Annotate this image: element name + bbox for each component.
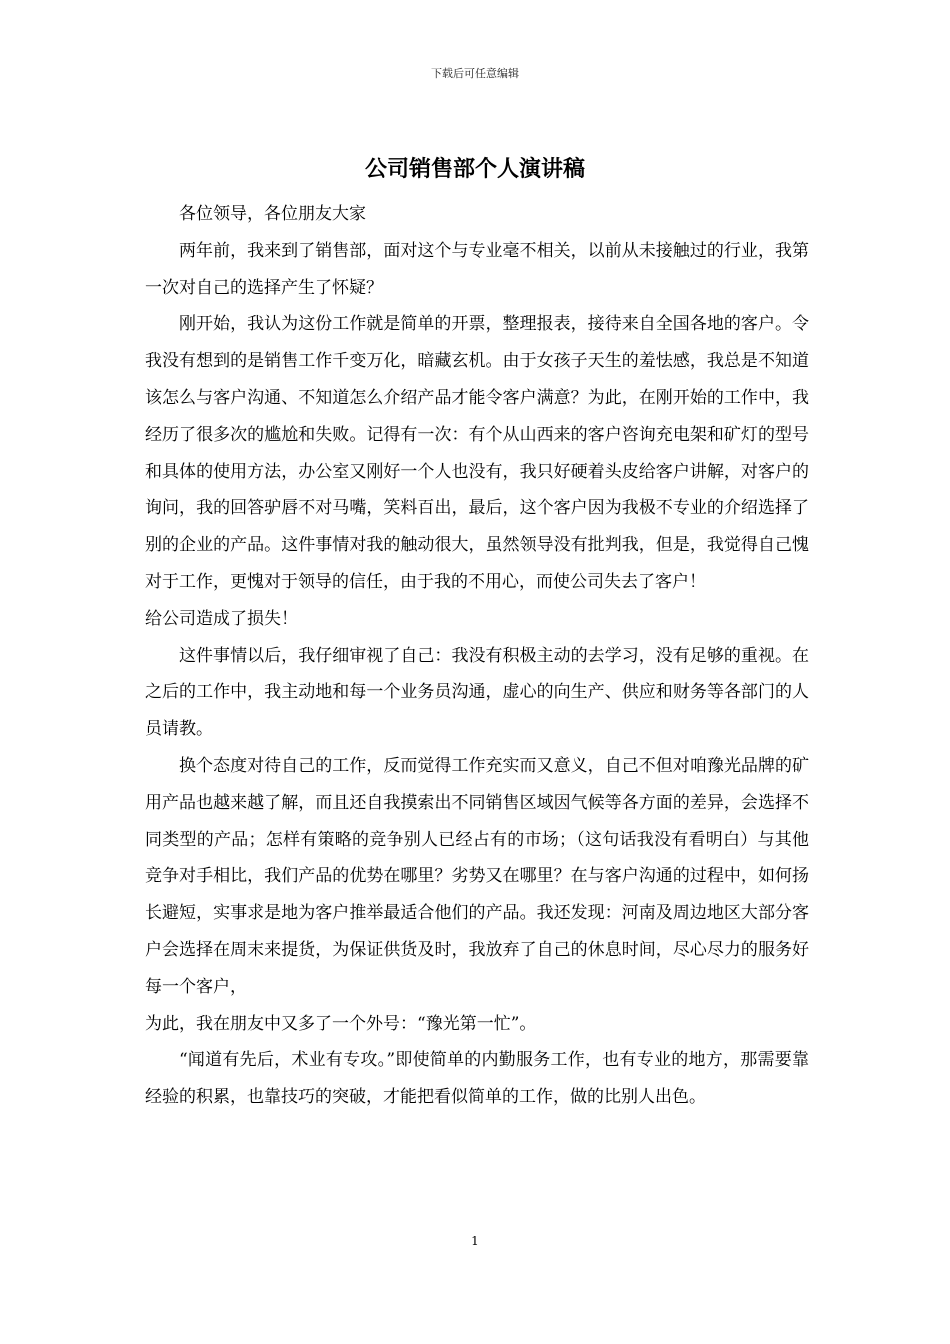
page-number: 1 <box>471 1234 479 1248</box>
paragraph-quote: “闻道有先后，术业有专攻。”即使简单的内勤服务工作，也有专业的地方，那需要靠经验的积累，也靠技巧的突破，才能把看似简单的工作，做的比别人出色。 <box>145 1050 809 1108</box>
paragraph-nickname: 为此，我在朋友中又多了一个外号：“豫光第一忙”。 <box>145 1013 537 1034</box>
paragraph-change-attitude: 换个态度对待自己的工作，反而觉得工作充实而又意义，自己不但对咱豫光品牌的矿用产品也越来越了解，而且还自我摸索出不同销售区域因气候等各方面的差异，会选择不同类型的产品；怎样有策略的竞争别人已经占有的市场；（这句话我没有看明白）与其他竞争对手相比，我们产品的优势在哪里？劣势又在哪里？在与客户沟通的过程中，如何扬长避短，实事求是地为客户推举最适合他们的产品。我还发现：河南及周边地区大部分客户会选择在周末来提货，为保证供货及时，我放弃了自己的休息时间，尽心尽力的服务好每一个客户， <box>145 755 809 997</box>
paragraph-at-start: 刚开始，我认为这份工作就是简单的开票，整理报表，接待来自全国各地的客户。令我没有想到的是销售工作千变万化，暗藏玄机。由于女孩子天生的羞怯感，我总是不知道该怎么与客户沟通、不知道怎么介绍产品才能令客户满意？为此，在刚开始的工作中，我经历了很多次的尴尬和失败。记得有一次：有个从山西来的客户咨询充电架和矿灯的型号和具体的使用方法，办公室又刚好一个人也没有，我只好硬着头皮给客户讲解，对客户的询问，我的回答驴唇不对马嘴，笑料百出，最后，这个客户因为我极不专业的介绍选择了别的企业的产品。这件事情对我的触动很大，虽然领导没有批判我，但是，我觉得自己愧对于工作，更愧对于领导的信任，由于我的不用心，而使公司失去了客户！ <box>145 314 809 592</box>
paragraph-greeting: 各位领导，各位朋友大家 <box>179 204 366 224</box>
document-body <box>145 196 809 1116</box>
paragraph-after-incident: 这件事情以后，我仔细审视了自己：我没有积极主动的去学习，没有足够的重视。在之后的工作中，我主动地和每一个业务员沟通，虚心的向生产、供应和财务等各部门的人员请教。 <box>145 645 809 740</box>
paragraph-two-years-ago: 两年前，我来到了销售部，面对这个与专业毫不相关，以前从未接触过的行业，我第一次对自己的选择产生了怀疑？ <box>145 240 809 298</box>
paragraph-caused-loss: 给公司造成了损失！ <box>145 608 298 629</box>
document-title: 公司销售部个人演讲稿 <box>364 156 585 182</box>
header-note: 下载后可任意编辑 <box>431 67 519 80</box>
